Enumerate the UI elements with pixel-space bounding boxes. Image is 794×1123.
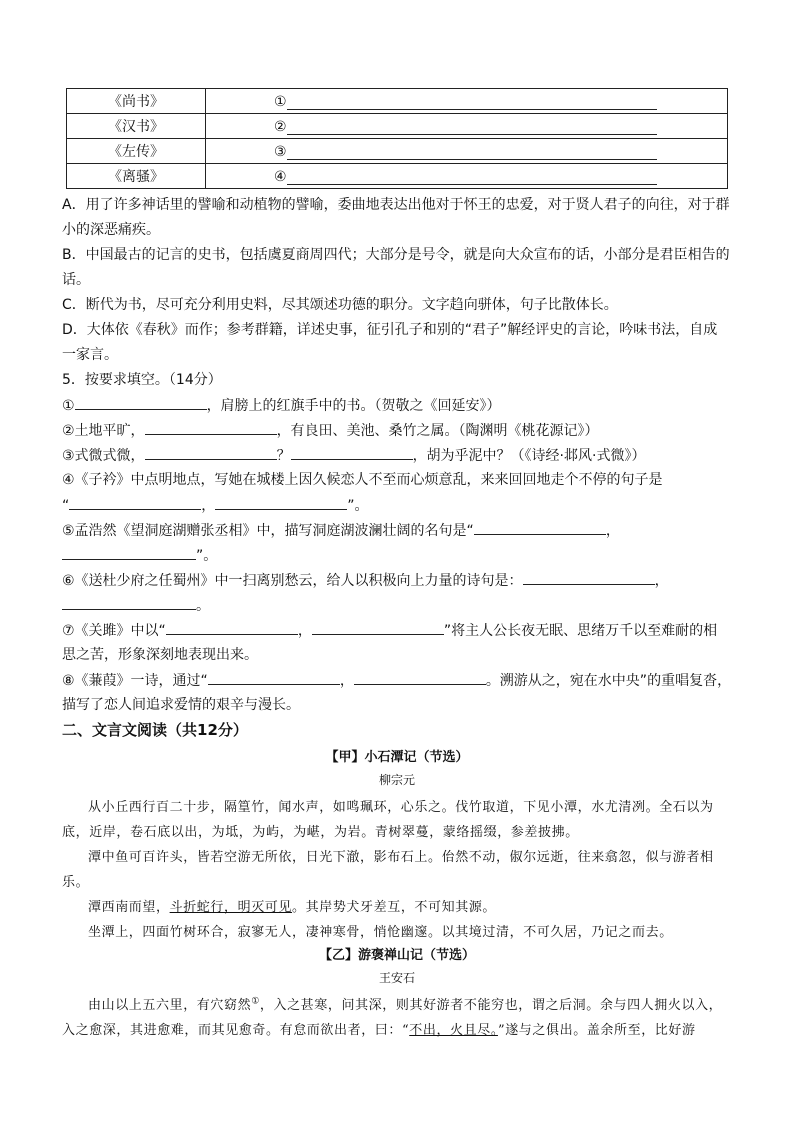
- fill-blank[interactable]: [145, 444, 277, 460]
- item-text: ⑧《蒹葭》一诗，通过“: [62, 673, 208, 689]
- fill-blank[interactable]: [312, 619, 444, 635]
- q5-item-4-line1: ④《子衿》中点明地点，写她在城楼上因久候恋人不至而心烦意乱，来来回回地走个不停的句子是: [62, 472, 663, 488]
- passage-text: 潭西南而望，: [88, 900, 170, 915]
- jia-p2-line2: 乐。: [62, 875, 90, 890]
- jia-p4: 坐潭上，四面竹树环合，寂寥无人，凄神寒骨，悄怆幽邃。以其境过清，不可久居，乃记之而去。: [88, 925, 673, 940]
- table-row: [67, 89, 728, 114]
- answer-cell[interactable]: [206, 164, 728, 189]
- option-a-line1: A．用了许多神话里的譬喻和动植物的譬喻，委曲地表达出他对于怀王的忠爱，对于贤人君子的向往，对于群: [62, 197, 730, 213]
- item-text: ”将主人公长夜无眠、思绪万千以至难耐的相: [443, 623, 718, 639]
- item-text: ，肩膀上的红旗手中的书。（贺敬之《回延安》）: [206, 398, 501, 414]
- jia-p1-line1: 从小丘西行百二十步，隔篁竹，闻水声，如鸣珮环，心乐之。伐竹取道，下见小潭，水尤清冽。全石以为: [88, 800, 714, 815]
- answer-cell[interactable]: [206, 139, 728, 164]
- item-text: ，: [297, 623, 312, 639]
- underlined-sentence: 斗折蛇行，明灭可见: [169, 900, 293, 915]
- fill-blank[interactable]: [208, 669, 340, 685]
- fill-blank[interactable]: [291, 444, 413, 460]
- item-text: ，: [654, 573, 669, 589]
- item-text: ，: [605, 523, 620, 539]
- jia-p2-line1: 潭中鱼可百许头，皆若空游无所依，日光下澈，影布石上。佁然不动，俶尔远逝，往来翕忽，似与游者相: [88, 850, 714, 865]
- table-row: [67, 164, 728, 189]
- q5-item-3: [62, 444, 732, 465]
- item-text: ，: [339, 673, 354, 689]
- fill-blank[interactable]: [62, 594, 196, 610]
- option-a-line2: 小的深恶痛疾。: [62, 222, 160, 238]
- answer-number: ④: [274, 168, 287, 185]
- passage-text: 入之愈深，其进愈难，而其见愈奇。有怠而欲出者，曰：“: [62, 1023, 410, 1038]
- fill-blank[interactable]: [354, 669, 486, 685]
- q5-item-7-line2: 思之苦，形象深刻地表现出来。: [62, 647, 258, 663]
- section-heading: 二、文言文阅读（共12分）: [62, 721, 248, 739]
- book-title: 《离骚》: [67, 164, 206, 189]
- q5-item-8-line1: [62, 669, 732, 690]
- fill-blank[interactable]: [215, 494, 347, 510]
- item-text: ⑦《关雎》中以“: [62, 623, 166, 639]
- answer-number: ①: [274, 93, 287, 110]
- fill-blank[interactable]: [166, 619, 298, 635]
- yi-p1-line1: [62, 994, 732, 1013]
- item-text: ③式微式微，: [62, 448, 145, 464]
- answer-blank[interactable]: [287, 143, 657, 160]
- item-text: 。: [196, 598, 210, 614]
- answer-number: ③: [274, 143, 287, 160]
- fill-blank[interactable]: [69, 494, 201, 510]
- q5-item-5-line2: [62, 544, 732, 565]
- jia-p1-line2: 底，近岸，卷石底以出，为坻，为屿，为嵁，为岩。青树翠蔓，蒙络摇缀，参差披拂。: [62, 825, 579, 840]
- answer-cell[interactable]: [206, 89, 728, 114]
- option-b-line2: 话。: [62, 272, 90, 288]
- q5-item-5-line1: [62, 519, 732, 540]
- passage-jia-author: 柳宗元: [378, 773, 415, 787]
- q5-item-7-line1: [62, 619, 732, 640]
- q5-item-6-line1: [62, 569, 732, 590]
- passage-text: ，入之甚寒，问其深，则其好游者不能穷也，谓之后洞。余与四人拥火以入，: [259, 998, 723, 1013]
- q5-title: 5．按要求填空。（14分）: [62, 372, 222, 388]
- item-text: ②土地平旷，: [62, 423, 145, 439]
- item-text: ”。: [196, 548, 218, 564]
- book-title: 《左传》: [67, 139, 206, 164]
- fill-blank[interactable]: [474, 519, 606, 535]
- jia-p3: [62, 896, 732, 915]
- answer-number: ②: [274, 118, 287, 135]
- option-d-line2: 一家言。: [62, 347, 118, 363]
- item-text: ，: [201, 498, 216, 514]
- passage-yi-author: 王安石: [378, 971, 415, 985]
- item-text: ⑤孟浩然《望洞庭湖赠张丞相》中，描写洞庭湖波澜壮阔的名句是“: [62, 523, 474, 539]
- item-text: ？: [276, 448, 291, 464]
- fill-blank[interactable]: [145, 419, 277, 435]
- answer-blank[interactable]: [287, 168, 657, 185]
- q5-item-6-line2: [62, 594, 732, 615]
- option-c-line1: C．断代为书，尽可充分利用史料，尽其颂述功德的职分。文字趋向骈体，句子比散体长。: [62, 297, 618, 313]
- passage-text: ”遂与之俱出。盖余所至，比好游: [497, 1023, 696, 1038]
- footnote-marker: ①: [251, 996, 260, 1007]
- q5-item-2: [62, 419, 732, 440]
- answer-blank[interactable]: [287, 93, 657, 110]
- item-text: ①: [62, 398, 75, 414]
- answer-blank[interactable]: [287, 118, 657, 135]
- item-text: ，有良田、美池、桑竹之属。（陶渊明《桃花源记》）: [276, 423, 599, 439]
- fill-blank[interactable]: [62, 544, 196, 560]
- item-text: ⑥《送杜少府之任蜀州》中一扫离别愁云，给人以积极向上力量的诗句是：: [62, 573, 523, 589]
- underlined-sentence: 不出，火且尽。: [409, 1023, 498, 1038]
- table-row: [67, 114, 728, 139]
- passage-yi-title: 【乙】游褒禅山记（节选）: [318, 948, 475, 963]
- passage-text: 。其岸势犬牙差互，不可知其源。: [292, 900, 497, 915]
- passage-jia-title: 【甲】小石潭记（节选）: [325, 750, 469, 765]
- fill-blank[interactable]: [523, 569, 655, 585]
- book-table: [66, 88, 728, 189]
- yi-p1-line2: [62, 1019, 732, 1038]
- table-row: [67, 139, 728, 164]
- fill-blank[interactable]: [75, 394, 207, 410]
- q5-item-4-line2: [62, 494, 732, 515]
- q5-item-8-line2: 描写了恋人间追求爱情的艰辛与漫长。: [62, 697, 300, 713]
- passage-text: 由山以上五六里，有穴窈然: [88, 998, 252, 1013]
- item-text: ，胡为乎泥中？（《诗经·邶风·式微》）: [412, 448, 646, 464]
- book-title: 《尚书》: [67, 89, 206, 114]
- option-b-line1: B．中国最古的记言的史书，包括虞夏商周四代；大部分是号令，就是向大众宣布的话，小部分是君臣相告的: [62, 247, 730, 263]
- item-text: 。溯游从之，宛在水中央”的重唱复沓，: [485, 673, 732, 689]
- answer-cell[interactable]: [206, 114, 728, 139]
- q5-item-1: [62, 394, 732, 415]
- option-d-line1: D．大体依《春秋》而作；参考群籍，详述史事，征引孔子和别的“君子”解经评史的言论，吟味书法，自成: [62, 322, 718, 338]
- item-text: ”。: [347, 498, 369, 514]
- book-title: 《汉书》: [67, 114, 206, 139]
- item-text: “: [62, 498, 70, 514]
